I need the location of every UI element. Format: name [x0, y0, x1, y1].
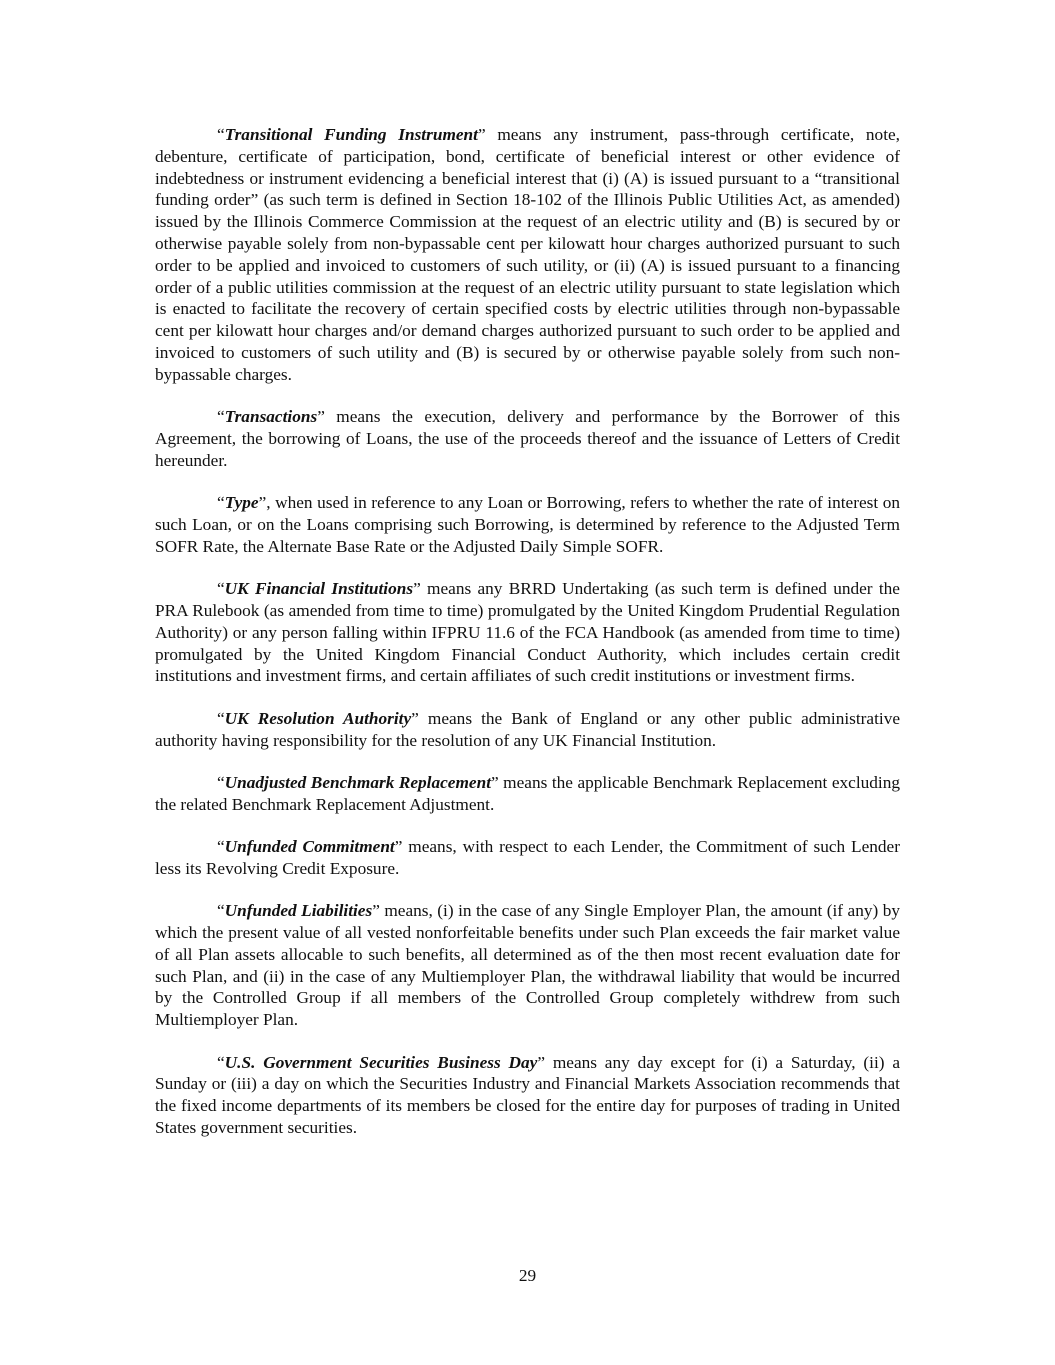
definition-text: means the applicable Benchmark Replacement excluding the related Benchmark Replacement Adjustment.	[155, 772, 900, 814]
definition-paragraph: “Unfunded Liabilities” means, (i) in the case of any Single Employer Plan, the amount (if any) by which the present value of all vested nonforfeitable benefits under such Plan exceeds the fair market value of all Plan assets allocable to such benefits, all determined as of the then most recent evaluation date for such Plan, and (ii) in the case of any Multiemployer Plan, the withdrawal liability that would be incurred by the Controlled Group if all members of the Controlled Group completely withdrew from such Multiemployer Plan.	[155, 901, 900, 1030]
definition-paragraph: “U.S. Government Securities Business Day” means any day except for (i) a Saturday, (ii) a Sunday or (iii) a day on which the Securities Industry and Financial Markets Association recommends that the fixed income departments of its members be closed for the entire day for purposes of trading in United States government securities.	[155, 1052, 900, 1138]
defined-term: UK Resolution Authority	[224, 708, 412, 728]
definition-text: means, (i) in the case of any Single Employer Plan, the amount (if any) by which the present value of all vested nonforfeitable benefits under such Plan exceeds the fair market value of all Plan assets allocable to such benefits, all determined as of the then most recent evaluation date for such Plan, and (ii) in the case of any Multiemployer Plan, the withdrawal liability that would be incurred by the Controlled Group if all members of the Controlled Group completely withdrew from such Multiemployer Plan.	[155, 901, 900, 1030]
definition-text: means the execution, delivery and performance by the Borrower of this Agreement, the borrowing of Loans, the use of the proceeds thereof and the issuance of Letters of Credit hereunder.	[155, 407, 900, 470]
defined-term: UK Financial Institutions	[224, 579, 414, 599]
definition-text: , when used in reference to any Loan or Borrowing, refers to whether the rate of interest on such Loan, or on the Loans comprising such Borrowing, is determined by reference to the Adjusted Term SOFR Rate, the Alternate Base Rate or the Adjusted Daily Simple SOFR.	[155, 493, 900, 556]
definition-paragraph: “Unfunded Commitment” means, with respect to each Lender, the Commitment of such Lender less its Revolving Credit Exposure.	[155, 837, 900, 878]
definition-paragraph: “Transactions” means the execution, delivery and performance by the Borrower of this Agreement, the borrowing of Loans, the use of the proceeds thereof and the issuance of Letters of Credit hereunder.	[155, 407, 900, 470]
defined-term: Unfunded Commitment	[224, 837, 395, 857]
definition-paragraph: “UK Financial Institutions” means any BRRD Undertaking (as such term is defined under the PRA Rulebook (as amended from time to time) promulgated by the United Kingdom Prudential Regulation Authority) or any person falling within IFPRU 11.6 of the FCA Handbook (as amended from time to time) promulgated by the United Kingdom Financial Conduct Authority, which includes certain credit institutions and investment firms, and certain affiliates of such credit institutions or investment firms.	[155, 579, 900, 686]
defined-term: Transactions	[224, 407, 318, 427]
definition-paragraph: “Transitional Funding Instrument” means any instrument, pass-through certificate, note, debenture, certificate of participation, bond, certificate of beneficial interest or other evidence of indebtedness or instrument evidencing a beneficial interest that (i) (A) is issued pursuant to a “transitional funding order” (as such term is defined in Section 18-102 of the Illinois Public Utilities Act, as amended) issued by the Illinois Commerce Commission at the request of an electric utility and (B) is secured by or otherwise payable solely from non-bypassable cent per kilowatt hour charges authorized pursuant to such order to be applied and invoiced to customers of such utility, or (ii) (A) is issued pursuant to a financing order of a public utilities commission at the request of an electric utility pursuant to state legislation which is enacted to facilitate the recovery of certain specified costs by electric utilities through non-bypassable cent per kilowatt hour charges and/or demand charges authorized pursuant to such order to be applied and invoiced to customers of such utility and (B) is secured by or otherwise payable solely from such non-bypassable charges.	[155, 125, 900, 384]
definition-text: means any day except for (i) a Saturday, (ii) a Sunday or (iii) a day on which the Securities Industry and Financial Markets Association recommends that the fixed income departments of its members be closed for the entire day for purposes of trading in United States government securities.	[155, 1052, 900, 1138]
definition-paragraph: “Unadjusted Benchmark Replacement” means the applicable Benchmark Replacement excluding the related Benchmark Replacement Adjustment.	[155, 772, 900, 814]
defined-term: Transitional Funding Instrument	[224, 125, 478, 144]
defined-term: Type	[224, 493, 259, 513]
defined-term: U.S. Government Securities Business Day	[224, 1052, 538, 1072]
definition-text: means any instrument, pass-through certificate, note, debenture, certificate of participation, bond, certificate of beneficial interest or other evidence of indebtedness or instrument evidencing a beneficial interest that (i) (A) is issued pursuant to a “transitional funding order” (as such term is defined in Section 18-102 of the Illinois Public Utilities Act, as amended) issued by the Illinois Commerce Commission at the request of an electric utility and (B) is secured by or otherwise payable solely from non-bypassable cent per kilowatt hour charges authorized pursuant to such order to be applied and invoiced to customers of such utility, or (ii) (A) is issued pursuant to a financing order of a public utilities commission at the request of an electric utility pursuant to state legislation which is enacted to facilitate the recovery of certain specified costs by electric utilities through non-bypassable cent per kilowatt hour charges and/or demand charges authorized pursuant to such order to be applied and invoiced to customers of such utility and (B) is secured by or otherwise payable solely from such non-bypassable charges.	[155, 125, 900, 384]
definition-paragraph: “UK Resolution Authority” means the Bank of England or any other public administrative authority having responsibility for the resolution of any UK Financial Institution.	[155, 708, 900, 750]
definition-text: means, with respect to each Lender, the Commitment of such Lender less its Revolving Credit Exposure.	[155, 837, 900, 878]
definition-text: means the Bank of England or any other public administrative authority having responsibility for the resolution of any UK Financial Institution.	[155, 708, 900, 750]
defined-term: Unfunded Liabilities	[224, 901, 373, 921]
definition-text: means any BRRD Undertaking (as such term is defined under the PRA Rulebook (as amended from time to time) promulgated by the United Kingdom Prudential Regulation Authority) or any person falling within IFPRU 11.6 of the FCA Handbook (as amended from time to time) promulgated by the United Kingdom Financial Conduct Authority, which includes certain credit institutions and investment firms, and certain affiliates of such credit institutions or investment firms.	[155, 579, 900, 686]
definitions-list	[155, 124, 900, 1159]
definition-paragraph: “Type”, when used in reference to any Loan or Borrowing, refers to whether the rate of interest on such Loan, or on the Loans comprising such Borrowing, is determined by reference to the Adjusted Term SOFR Rate, the Alternate Base Rate or the Adjusted Daily Simple SOFR.	[155, 493, 900, 556]
defined-term: Unadjusted Benchmark Replacement	[224, 772, 491, 792]
page-number: 29	[518, 1266, 537, 1285]
